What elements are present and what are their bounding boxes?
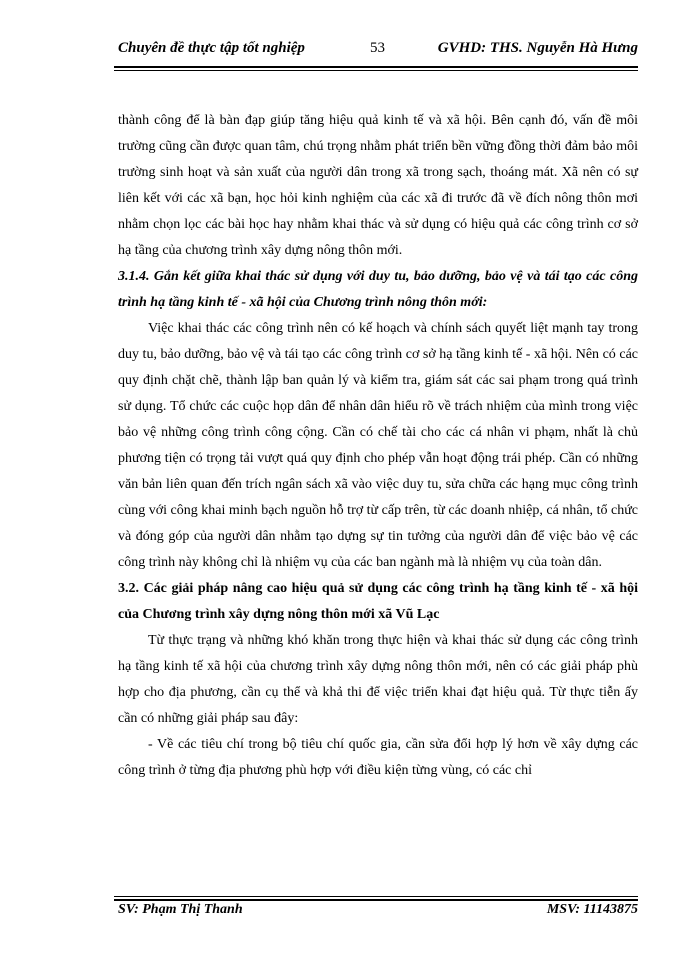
section-heading-3-1-4: 3.1.4. Gắn kết giữa khai thác sử dụng với duy tu, bảo dưỡng, bảo vệ và tái tạo các công trình hạ tầng kinh tế - xã hội của Chương trình nông thôn mới: bbox=[118, 269, 638, 310]
page-header bbox=[118, 36, 638, 64]
page-body bbox=[118, 108, 638, 784]
header-thesis-title: Chuyên đề thực tập tốt nghiệp bbox=[118, 40, 305, 56]
section-heading-3-2: 3.2. Các giải pháp nâng cao hiệu quả sử dụng các công trình hạ tầng kinh tế - xã hội của Chương trình xây dựng nông thôn mới xã Vũ Lạc bbox=[118, 581, 638, 622]
footer-rule bbox=[114, 899, 638, 901]
footer-student-id: MSV: 11143875 bbox=[546, 902, 638, 917]
paragraph: Việc khai thác các công trình nên có kế hoạch và chính sách quyết liệt mạnh tay trong duy tu, bảo dưỡng, bảo vệ và tái tạo các công trình cơ sở hạ tầng kinh tế - xã hội. Nên có các quy định chặt chẽ, thành lập ban quản lý và kiểm tra, giám sát các sai phạm trong quá trình sử dụng. Tổ chức các cuộc họp dân để nhân dân hiểu rõ về trách nhiệm của mình trong việc bảo vệ những công trình công cộng. Cần có chế tài cho các cá nhân vi phạm, nhất là chủ phương tiện có trọng tải vượt quá quy định cho phép vẫn hoạt động trái phép. Cần có những văn bản liên quan đến trích ngân sách xã vào việc duy tu, sửa chữa các hạng mục công trình cùng với công khai minh bạch nguồn hỗ trợ từ cấp trên, từ các doanh nhiệp, cá nhân, tổ chức và đóng góp của người dân nhằm tạo dựng sự tin tưởng của người dân để việc bảo vệ các công trình này không chỉ là nhiệm vụ của các ban ngành mà là nhiệm vụ của toàn dân. bbox=[118, 321, 638, 570]
page-number: 53 bbox=[370, 40, 385, 56]
header-supervisor: GVHD: THS. Nguyễn Hà Hưng bbox=[437, 40, 638, 56]
paragraph: Từ thực trạng và những khó khăn trong thực hiện và khai thác sử dụng các công trình hạ tầng kinh tế xã hội của chương trình xây dựng nông thôn mới, nên có các giải pháp phù hợp cho địa phương, cần cụ thể và khả thi để việc triển khai đạt hiệu quả. Từ thực tiễn ấy cần có những giải pháp sau đây: bbox=[118, 633, 638, 726]
footer-rule-thin bbox=[114, 896, 638, 897]
header-rule bbox=[114, 66, 638, 68]
paragraph: - Về các tiêu chí trong bộ tiêu chí quốc gia, cần sửa đổi hợp lý hơn về xây dựng các công trình ở từng địa phương phù hợp với điều kiện từng vùng, có các chỉ bbox=[118, 737, 638, 778]
header-rule-thin bbox=[114, 70, 638, 71]
footer-student-name: SV: Phạm Thị Thanh bbox=[118, 902, 243, 917]
paragraph: thành công để là bàn đạp giúp tăng hiệu quả kinh tế và xã hội. Bên cạnh đó, vấn đề môi trường cũng cần được quan tâm, chú trọng nhằm phát triển bền vững đồng thời đảm bảo môi trường sinh hoạt và sản xuất của người dân trong xã trong sạch, thoáng mát. Xã nên có sự liên kết với các xã bạn, học hỏi kinh nghiệm của các xã đi trước đã về đích nông thôn mơi nhằm chọn lọc các bài học hay nhằm khai thác và sử dụng có hiệu quả các công trình cơ sở hạ tầng của chương trình xây dựng nông thôn mới. bbox=[118, 113, 638, 258]
